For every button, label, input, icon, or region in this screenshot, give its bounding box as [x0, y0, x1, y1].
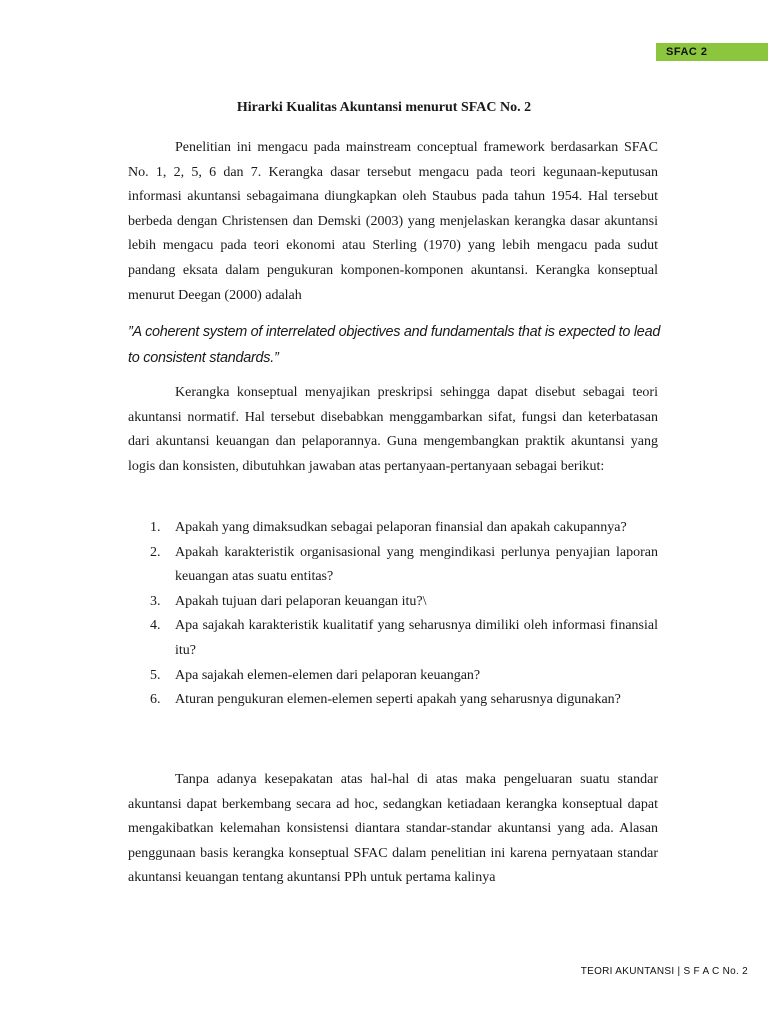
list-text: Apa sajakah elemen-elemen dari pelaporan keuangan? — [175, 667, 481, 683]
page-footer: TEORI AKUNTANSI | S F A C No. 2 — [580, 966, 748, 977]
list-text: Apakah yang dimaksudkan sebagai pelaporan finansial dan apakah cakupannya? — [175, 520, 627, 535]
list-item — [128, 614, 658, 663]
list-text: Apakah karakteristik organisasional yang mengindikasi perlunya penyajian laporan keuangan atas suatu entitas? — [175, 544, 658, 585]
paragraph-2: Kerangka konseptual menyajikan preskripsi sehingga dapat disebut sebagai teori akuntansi normatif. Hal tersebut disebabkan menggambarkan sifat, fungsi dan keterbatasan dari akuntansi keuangan dan pelaporannya. Guna mengembangkan praktik akuntansi yang logis dan konsisten, dibutuhkan jawaban atas pertanyaan-pertanyaan sebagai berikut: — [128, 385, 658, 474]
question-list — [128, 516, 658, 713]
list-item — [128, 516, 658, 541]
paragraph-1: Penelitian ini mengacu pada mainstream conceptual framework berdasarkan SFAC No. 1, 2, 5, 6 dan 7. Kerangka dasar tersebut mengacu pada teori kegunaan-keputusan informasi akuntansi sebagaimana diungkapkan oleh Staubus pada tahun 1954. Hal tersebut berbeda dengan Christensen dan Demski (2003) yang menjelaskan kerangka dasar akuntansi lebih mengacu pada teori ekonomi atau Sterling (1970) yang lebih mengacu pada sudut pandang eksata dalam pengukuran komponen-komponen akuntansi. Kerangka konseptual menurut Deegan (2000) adalah — [128, 140, 658, 303]
list-number: 1. — [150, 520, 161, 535]
list-item — [128, 688, 658, 713]
list-number: 5. — [150, 667, 161, 683]
list-text: Aturan pengukuran elemen-elemen seperti apakah yang seharusnya digunakan? — [175, 692, 621, 708]
block-quote: ”A coherent system of interrelated objectives and fundamentals that is expected to lead to consistent standards.” — [128, 324, 661, 366]
list-item — [128, 541, 658, 590]
list-number: 2. — [150, 544, 161, 560]
page-title: Hirarki Kualitas Akuntansi menurut SFAC No. 2 — [236, 100, 532, 115]
list-item — [128, 590, 658, 615]
paragraph-3: Tanpa adanya kesepakatan atas hal-hal di atas maka pengeluaran suatu standar akuntansi dapat berkembang secara ad hoc, sedangkan ketiadaan kerangka konseptual dapat mengakibatkan kelemahan konsistensi diantara standar-standar akuntansi yang ada. Alasan penggunaan basis kerangka konseptual SFAC dalam penelitian ini karena pernyataan standar akuntansi keuangan tentang akuntansi PPh untuk pertama kalinya — [128, 772, 658, 886]
header-badge: SFAC 2 — [656, 43, 768, 61]
list-item — [128, 664, 658, 689]
list-number: 3. — [150, 593, 161, 609]
list-number: 6. — [150, 692, 161, 708]
list-text: Apakah tujuan dari pelaporan keuangan itu?\ — [175, 593, 427, 609]
list-text: Apa sajakah karakteristik kualitatif yang seharusnya dimiliki oleh informasi finansial itu? — [175, 618, 658, 658]
list-number: 4. — [150, 618, 161, 634]
